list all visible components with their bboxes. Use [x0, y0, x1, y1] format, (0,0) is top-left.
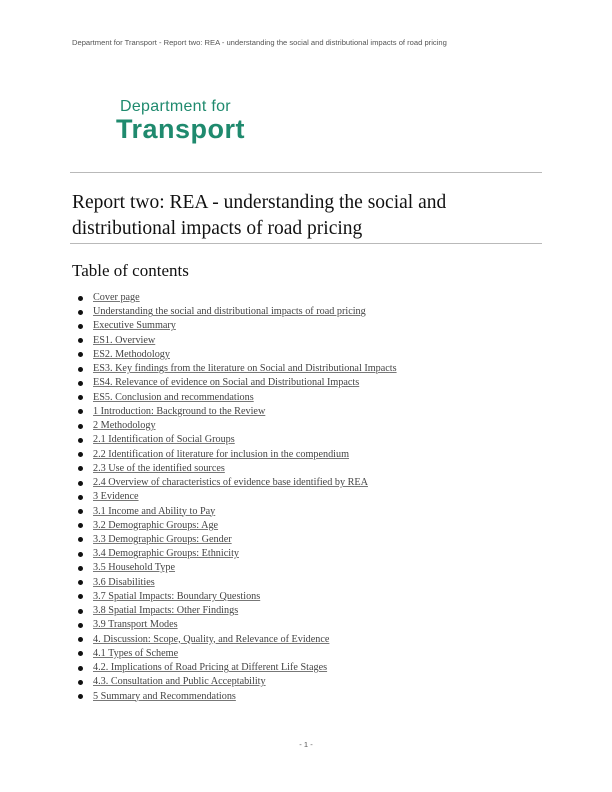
toc-item: [78, 376, 538, 390]
toc-link[interactable]: 4. Discussion: Scope, Quality, and Relevance of Evidence: [93, 633, 330, 645]
toc-link[interactable]: 3.6 Disabilities: [93, 576, 155, 588]
toc-item: [78, 433, 538, 447]
logo-line-transport: Transport: [116, 114, 246, 144]
toc-item: [78, 476, 538, 490]
toc-item: [78, 319, 538, 333]
toc-link[interactable]: 5 Summary and Recommendations: [93, 690, 236, 702]
toc-item: [78, 604, 538, 618]
toc-item: [78, 505, 538, 519]
running-header: Department for Transport - Report two: REA - understanding the social and distributional impacts of road pricing: [72, 38, 447, 47]
page-number: - 1 -: [299, 740, 313, 749]
toc-item: [78, 633, 538, 647]
table-of-contents-list: [78, 291, 538, 704]
toc-item: [78, 576, 538, 590]
toc-item: [78, 305, 538, 319]
toc-link[interactable]: 3.9 Transport Modes: [93, 619, 178, 631]
toc-item: [78, 519, 538, 533]
toc-item: [78, 448, 538, 462]
toc-item: [78, 590, 538, 604]
toc-item: [78, 405, 538, 419]
toc-link[interactable]: 2.2 Identification of literature for inclusion in the compendium: [93, 448, 350, 460]
divider-top: [70, 172, 542, 173]
toc-link[interactable]: ES3. Key findings from the literature on Social and Distributional Impacts: [93, 363, 397, 375]
document-title: Report two: REA - understanding the social and distributional impacts of road pricing: [72, 192, 447, 239]
toc-link[interactable]: Cover page: [93, 292, 140, 303]
toc-link[interactable]: 3.7 Spatial Impacts: Boundary Questions: [93, 590, 261, 602]
toc-link[interactable]: ES1. Overview: [93, 334, 156, 346]
toc-item: [78, 675, 538, 689]
toc-item: [78, 291, 538, 305]
toc-link[interactable]: 4.3. Consultation and Public Acceptability: [93, 676, 266, 688]
toc-item: [78, 561, 538, 575]
toc-link[interactable]: 3.8 Spatial Impacts: Other Findings: [93, 605, 239, 617]
toc-item: [78, 618, 538, 632]
toc-link[interactable]: 3.2 Demographic Groups: Age: [93, 519, 219, 531]
toc-heading: Table of contents: [72, 261, 189, 280]
toc-link[interactable]: ES5. Conclusion and recommendations: [93, 391, 254, 403]
toc-link[interactable]: 1 Introduction: Background to the Review: [93, 405, 266, 417]
toc-item: [78, 391, 538, 405]
toc-item: [78, 661, 538, 675]
department-for-transport-logo: [116, 98, 245, 142]
toc-item: [78, 690, 538, 704]
toc-link[interactable]: 2.1 Identification of Social Groups: [93, 434, 235, 446]
divider-bottom: [70, 243, 542, 244]
toc-link[interactable]: 2.3 Use of the identified sources: [93, 462, 225, 474]
toc-item: [78, 334, 538, 348]
toc-link[interactable]: 3 Evidence: [93, 491, 139, 503]
toc-link[interactable]: 4.2. Implications of Road Pricing at Different Life Stages: [93, 662, 328, 674]
toc-link[interactable]: 3.3 Demographic Groups: Gender: [93, 533, 232, 545]
toc-item: [78, 647, 538, 661]
toc-link[interactable]: 2.4 Overview of characteristics of evidence base identified by REA: [93, 477, 368, 489]
toc-link[interactable]: 3.5 Household Type: [93, 562, 176, 574]
toc-item: [78, 490, 538, 504]
toc-item: [78, 348, 538, 362]
toc-item: [78, 547, 538, 561]
toc-item: [78, 419, 538, 433]
toc-item: [78, 462, 538, 476]
toc-link[interactable]: 3.4 Demographic Groups: Ethnicity: [93, 548, 239, 560]
toc-link[interactable]: Understanding the social and distributional impacts of road pricing: [93, 306, 366, 318]
logo-line-department-for: Department for: [120, 98, 231, 115]
toc-item: [78, 533, 538, 547]
toc-link[interactable]: 4.1 Types of Scheme: [93, 647, 179, 659]
toc-link[interactable]: 3.1 Income and Ability to Pay: [93, 505, 216, 517]
toc-link[interactable]: ES2. Methodology: [93, 348, 170, 360]
toc-link[interactable]: Executive Summary: [93, 320, 176, 332]
toc-link[interactable]: 2 Methodology: [93, 420, 156, 432]
toc-item: [78, 362, 538, 376]
toc-link[interactable]: ES4. Relevance of evidence on Social and Distributional Impacts: [93, 377, 360, 389]
